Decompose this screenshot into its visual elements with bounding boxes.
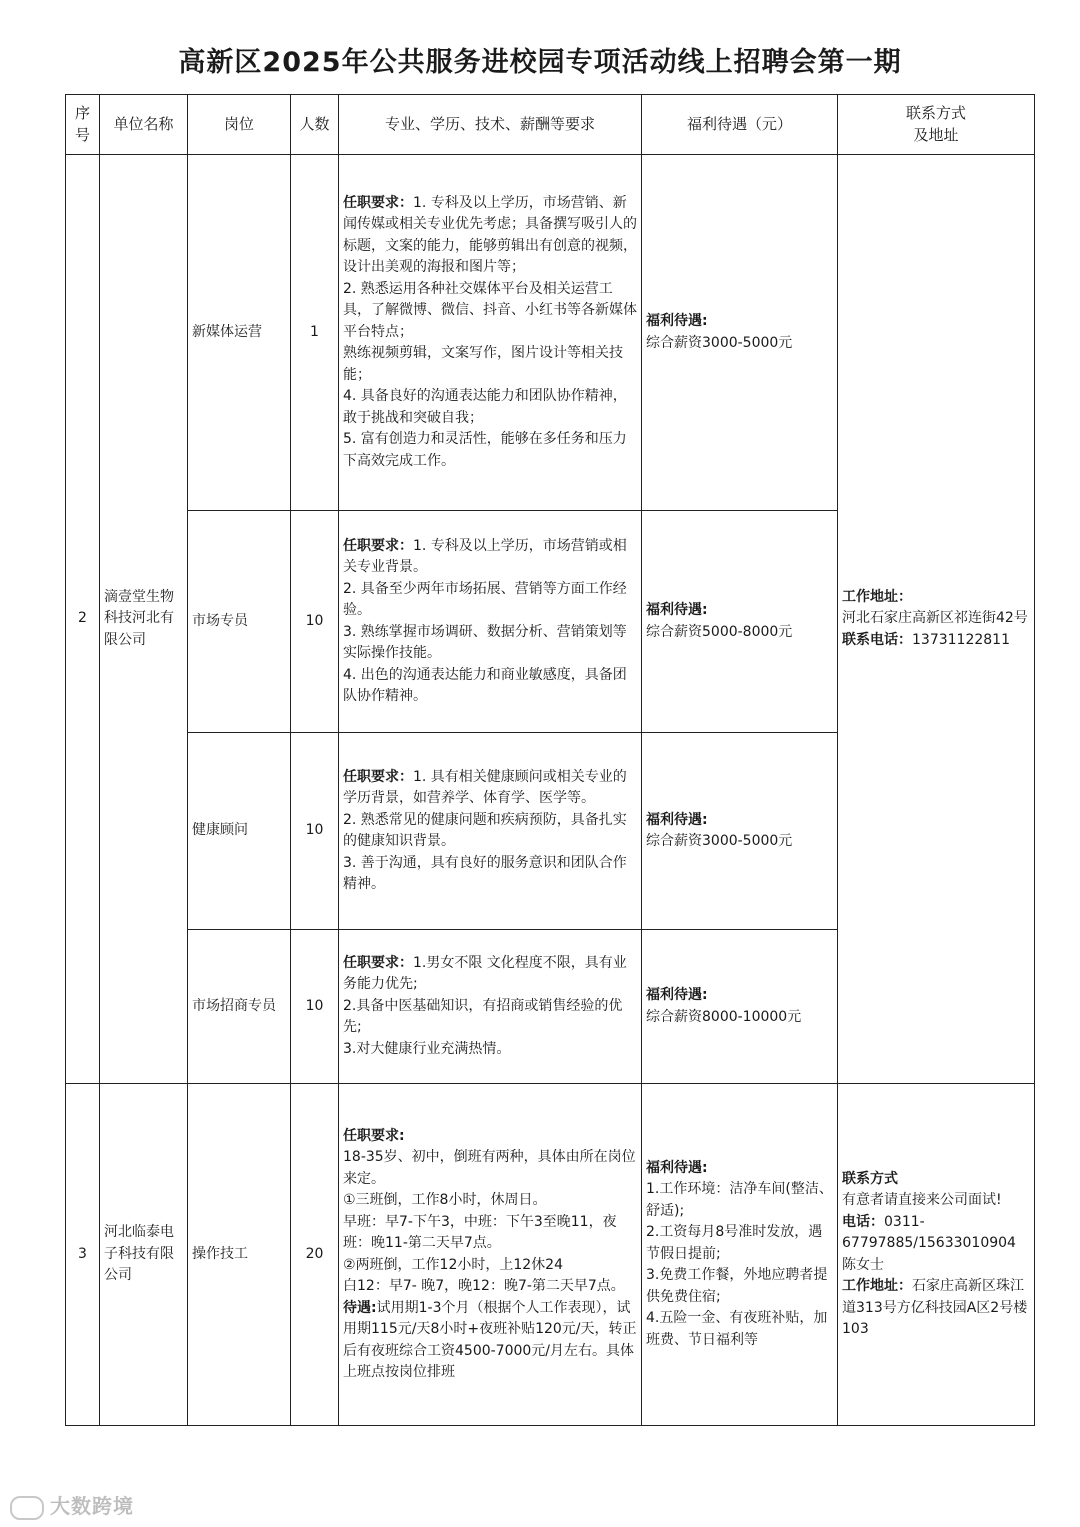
phone-value: 13731122811	[912, 631, 1010, 648]
requirement-line: 2. 熟悉常见的健康问题和疾病预防，具备扎实的健康知识背景。	[343, 811, 627, 849]
position-count: 10	[291, 511, 339, 733]
requirement-line: 3. 熟练掌握市场调研、数据分析、营销策划等实际操作技能。	[343, 623, 627, 661]
company-seq: 2	[66, 155, 100, 1084]
requirement-line: 2.具备中医基础知识，有招商或销售经验的优先;	[343, 997, 623, 1036]
requirements-label: 任职要求：	[343, 954, 413, 971]
requirement-line: 1. 具有相关健康顾问或相关专业的学历背景，如营养学、体育学、医学等。	[343, 768, 627, 806]
watermark	[10, 1490, 134, 1520]
position-benefits	[642, 733, 838, 930]
position-requirements	[339, 733, 642, 930]
header-contact-line1: 联系方式	[905, 104, 966, 122]
requirement-line: 5. 富有创造力和灵活性，能够在多任务和压力下高效完成工作。	[343, 431, 627, 469]
jobs-table	[65, 94, 1035, 1426]
watermark-text: 大数跨境	[50, 1494, 134, 1518]
benefit-value: 综合薪资5000-8000元	[646, 623, 793, 640]
benefit-line: 4.五险一金、有夜班补贴，加班费、节日福利等	[646, 1310, 828, 1348]
requirement-line: 白12：早7- 晚7，晚12：晚7-第二天早7点。	[343, 1278, 625, 1294]
header-requirements: 专业、学历、技术、薪酬等要求	[339, 95, 642, 155]
header-contact-line2: 及地址	[913, 125, 959, 144]
requirements-label: 任职要求：	[343, 537, 413, 554]
contact-note: 有意者请直接来公司面试!	[842, 1192, 1002, 1208]
benefit-label: 福利待遇:	[646, 987, 708, 1003]
requirement-line: 2. 具备至少两年市场拓展、营销等方面工作经验。	[343, 580, 627, 618]
chat-bubble-icon	[10, 1496, 44, 1520]
position-requirements	[339, 930, 642, 1084]
header-count: 人数	[291, 95, 339, 155]
company-contact	[838, 155, 1035, 1084]
requirement-line: 1.男女不限 文化程度不限，具有业务能力优先;	[343, 954, 627, 993]
requirement-line: 2. 熟悉运用各种社交媒体平台及相关运营工具，了解微博、微信、抖音、小红书等各新媒体平台特点；	[343, 280, 637, 340]
position-title: 健康顾问	[188, 733, 291, 930]
table-row	[66, 1084, 1035, 1426]
contact-label: 联系方式	[842, 1170, 898, 1187]
pay-label: 待遇:	[343, 1299, 377, 1316]
position-benefits	[642, 1084, 838, 1426]
address-label: 工作地址：	[842, 1278, 912, 1294]
requirement-line: 3. 善于沟通，具有良好的服务意识和团队合作精神。	[343, 854, 627, 892]
benefit-label: 福利待遇:	[646, 602, 708, 618]
benefit-label: 福利待遇:	[646, 313, 708, 329]
page-title: 高新区2025年公共服务进校园专项活动线上招聘会第一期	[178, 47, 902, 78]
position-requirements	[339, 1084, 642, 1426]
header-company: 单位名称	[100, 95, 188, 155]
position-benefits	[642, 155, 838, 511]
table-header-row	[66, 95, 1035, 155]
address-value: 石家庄高新区珠江道313号方亿科技园A区2号楼103	[842, 1278, 1028, 1337]
position-count: 10	[291, 930, 339, 1084]
position-title: 市场招商专员	[188, 930, 291, 1084]
requirement-line: 4. 具备良好的沟通表达能力和团队协作精神，敢于挑战和突破自我；	[343, 388, 627, 426]
header-benefits: 福利待遇（元）	[642, 95, 838, 155]
benefit-line: 1.工作环境：洁净车间(整洁、舒适);	[646, 1181, 833, 1219]
phone-value: 0311-67797885/15633010904 陈女士	[842, 1213, 1030, 1273]
requirement-line: 3.对大健康行业充满热情。	[343, 1040, 511, 1057]
phone-label: 联系电话：	[842, 631, 912, 648]
table-row	[66, 155, 1035, 511]
requirement-line: 早班：早7-下午3，中班：下午3至晚11，夜班：晚11-第二天早7点。	[343, 1213, 617, 1251]
header-contact	[838, 95, 1035, 155]
position-requirements	[339, 155, 642, 511]
position-benefits	[642, 930, 838, 1084]
benefit-line: 3.免费工作餐，外地应聘者提供免费住宿;	[646, 1267, 828, 1305]
position-count: 20	[291, 1084, 339, 1426]
company-seq: 3	[66, 1084, 100, 1426]
position-count: 1	[291, 155, 339, 511]
benefit-label: 福利待遇:	[646, 1159, 708, 1176]
company-name: 滴壹堂生物科技河北有限公司	[100, 155, 188, 1084]
company-contact	[838, 1084, 1035, 1426]
requirement-line: ①三班倒，工作8小时，休周日。	[343, 1192, 547, 1208]
benefit-line: 2.工资每月8号准时发放，遇节假日提前;	[646, 1224, 823, 1262]
phone-label: 电话：	[842, 1213, 884, 1230]
pay-text: 试用期1-3个月（根据个人工作表现），试用期115元/天8小时+夜班补贴120元/天，转正后有夜班综合工资4500-7000元/月左右。具体上班点按岗位排班	[343, 1299, 637, 1380]
position-title: 新媒体运营	[188, 155, 291, 511]
header-seq: 序号	[66, 95, 100, 155]
position-benefits	[642, 511, 838, 733]
position-title: 市场专员	[188, 511, 291, 733]
benefit-value: 综合薪资3000-5000元	[646, 334, 793, 351]
requirements-label: 任职要求：	[343, 194, 413, 211]
benefit-label: 福利待遇:	[646, 811, 708, 828]
requirement-line: 熟练视频剪辑，文案写作，图片设计等相关技能；	[343, 345, 623, 383]
requirement-line: 1. 专科及以上学历，市场营销、新闻传媒或相关专业优先考虑；具备撰写吸引人的标题，文案的能力，能够剪辑出有创意的视频，设计出美观的海报和图片等；	[343, 194, 637, 276]
address-label: 工作地址：	[842, 588, 912, 605]
requirements-label: 任职要求:	[343, 1127, 405, 1144]
benefit-value: 综合薪资8000-10000元	[646, 1008, 802, 1025]
requirement-line: 18-35岁、初中，倒班有两种，具体由所在岗位来定。	[343, 1149, 636, 1187]
position-count: 10	[291, 733, 339, 930]
company-name: 河北临泰电子科技有限公司	[100, 1084, 188, 1426]
requirement-line: 4. 出色的沟通表达能力和商业敏感度，具备团队协作精神。	[343, 666, 627, 704]
requirement-line: 1. 专科及以上学历，市场营销或相关专业背景。	[343, 537, 627, 575]
header-position: 岗位	[188, 95, 291, 155]
address-value: 河北石家庄高新区祁连街42号	[842, 610, 1028, 627]
position-requirements	[339, 511, 642, 733]
requirement-line: ②两班倒，工作12小时，上12休24	[343, 1256, 563, 1273]
requirements-label: 任职要求：	[343, 768, 413, 785]
position-title: 操作技工	[188, 1084, 291, 1426]
benefit-value: 综合薪资3000-5000元	[646, 833, 793, 849]
